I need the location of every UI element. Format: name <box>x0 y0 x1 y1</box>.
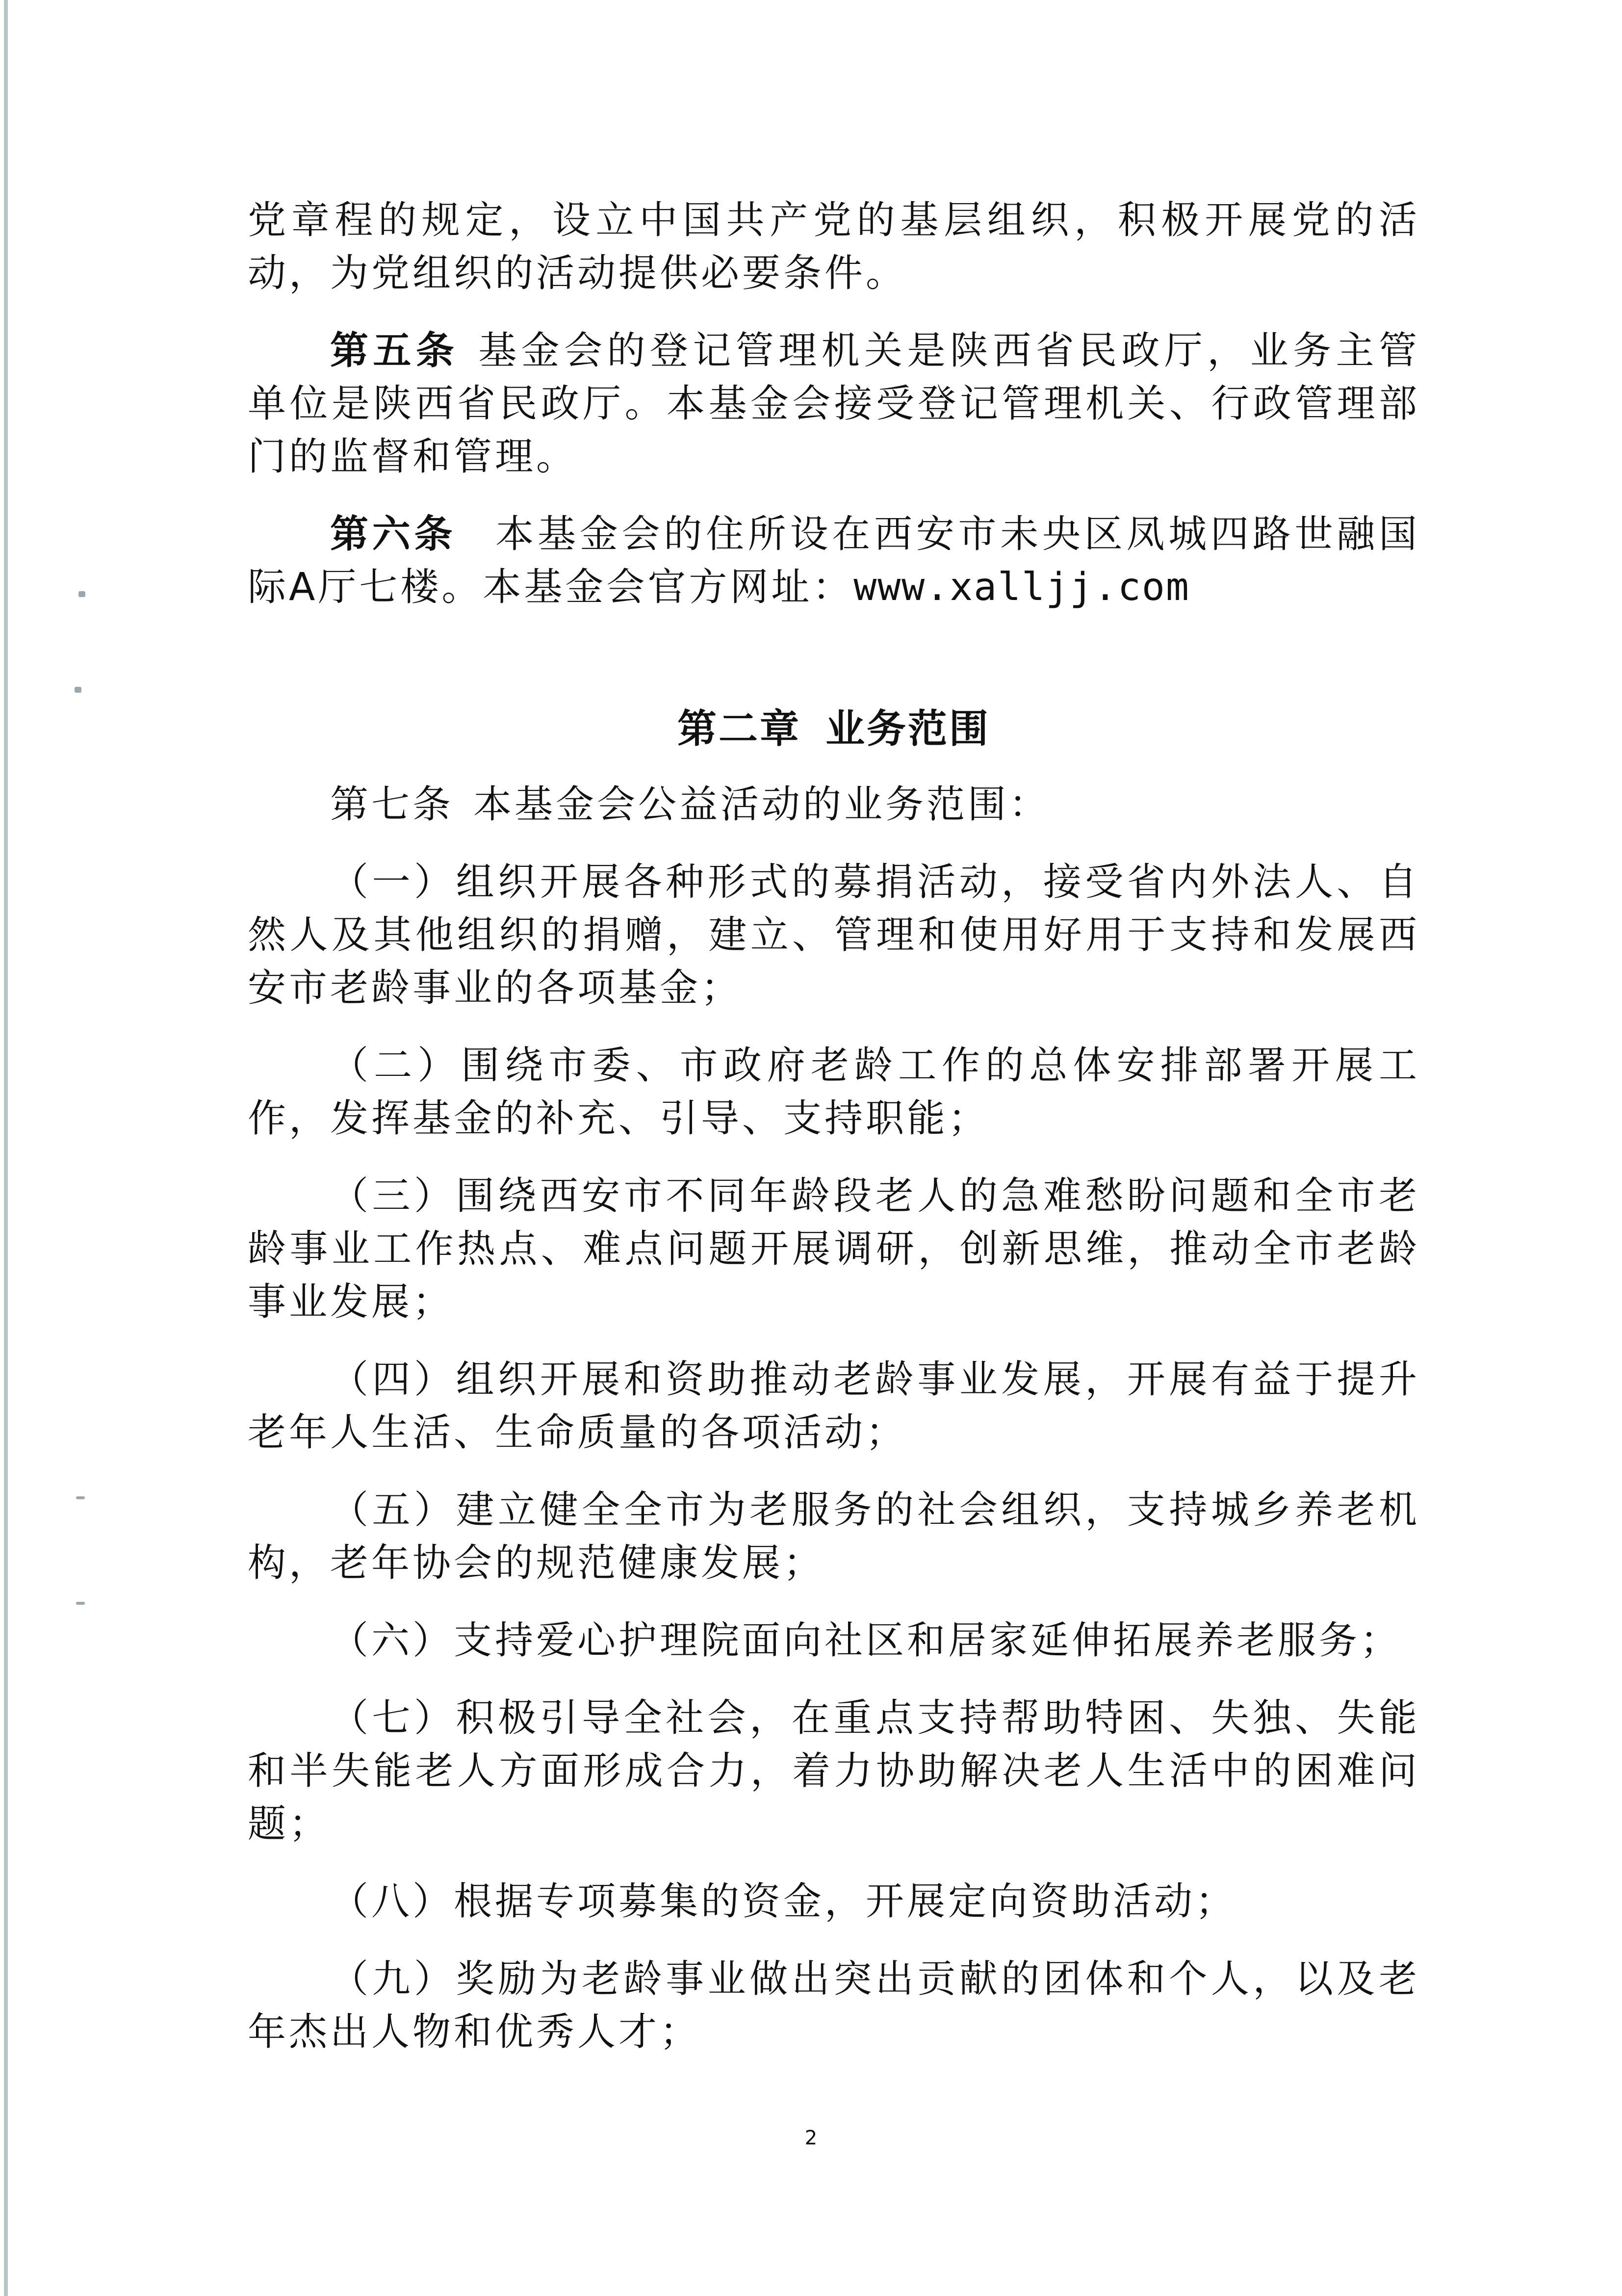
article-5 <box>248 324 1420 483</box>
scan-speck <box>75 687 81 693</box>
article-7-label: 第七条 <box>330 783 454 827</box>
scope-item-3: （三）围绕西安市不同年龄段老人的急难愁盼问题和全市老龄事业工作热点、难点问题开展调研，创新思维，推动全市老龄事业发展； <box>248 1174 1420 1324</box>
scan-speck <box>76 1602 85 1605</box>
article-5-text: 基金会的登记管理机关是陕西省民政厅，业务主管单位是陕西省民政厅。本基金会接受登记管理机关、行政管理部门的监督和管理。 <box>248 329 1420 479</box>
page-number: 2 <box>804 2127 818 2149</box>
article-6-label: 第六条 <box>330 512 457 556</box>
article-7 <box>248 778 1420 831</box>
continuation-paragraph: 党章程的规定，设立中国共产党的基层组织，积极开展党的活动，为党组织的活动提供必要条件。 <box>248 198 1420 295</box>
scan-edge <box>4 0 8 2296</box>
scope-item-9: （九）奖励为老龄事业做出突出贡献的团体和个人，以及老年杰出人物和优秀人才； <box>248 1957 1420 2054</box>
article-6 <box>248 508 1420 614</box>
scope-item-2: （二）围绕市委、市政府老龄工作的总体安排部署开展工作，发挥基金的补充、引导、支持职能； <box>248 1044 1420 1141</box>
document-body <box>248 194 1420 2083</box>
article-6-text: 本基金会的住所设在西安市未央区凤城四路世融国际A厅七楼。本基金会官方网址： <box>248 512 1420 609</box>
chapter-title: 业务范围 <box>825 706 990 752</box>
article-7-text: 本基金会公益活动的业务范围： <box>473 783 1051 827</box>
article-5-label: 第五条 <box>330 329 459 373</box>
scope-item-8: （八）根据专项募集的资金，开展定向资助活动； <box>330 1879 1237 1924</box>
scope-item-4: （四）组织开展和资助推动老龄事业发展，开展有益于提升老年人生活、生命质量的各项活动； <box>248 1357 1420 1455</box>
scan-speck <box>78 591 85 597</box>
scan-speck <box>76 1496 85 1499</box>
scope-item-7: （七）积极引导全社会，在重点支持帮助特困、失独、失能和半失能老人方面形成合力，着力协助解决老人生活中的困难问题； <box>248 1696 1420 1846</box>
website-url: www.xalljj.com <box>853 565 1190 609</box>
chapter-2-heading <box>248 697 1420 754</box>
scope-item-5: （五）建立健全全市为老服务的社会组织，支持城乡养老机构，老年协会的规范健康发展； <box>248 1488 1420 1585</box>
scope-item-1: （一）组织开展各种形式的募捐活动，接受省内外法人、自然人及其他组织的捐赠，建立、管理和使用好用于支持和发展西安市老龄事业的各项基金； <box>248 860 1420 1010</box>
scope-item-6: （六）支持爱心护理院面向社区和居家延伸拓展养老服务； <box>330 1618 1402 1663</box>
chapter-number: 第二章 <box>677 706 801 752</box>
